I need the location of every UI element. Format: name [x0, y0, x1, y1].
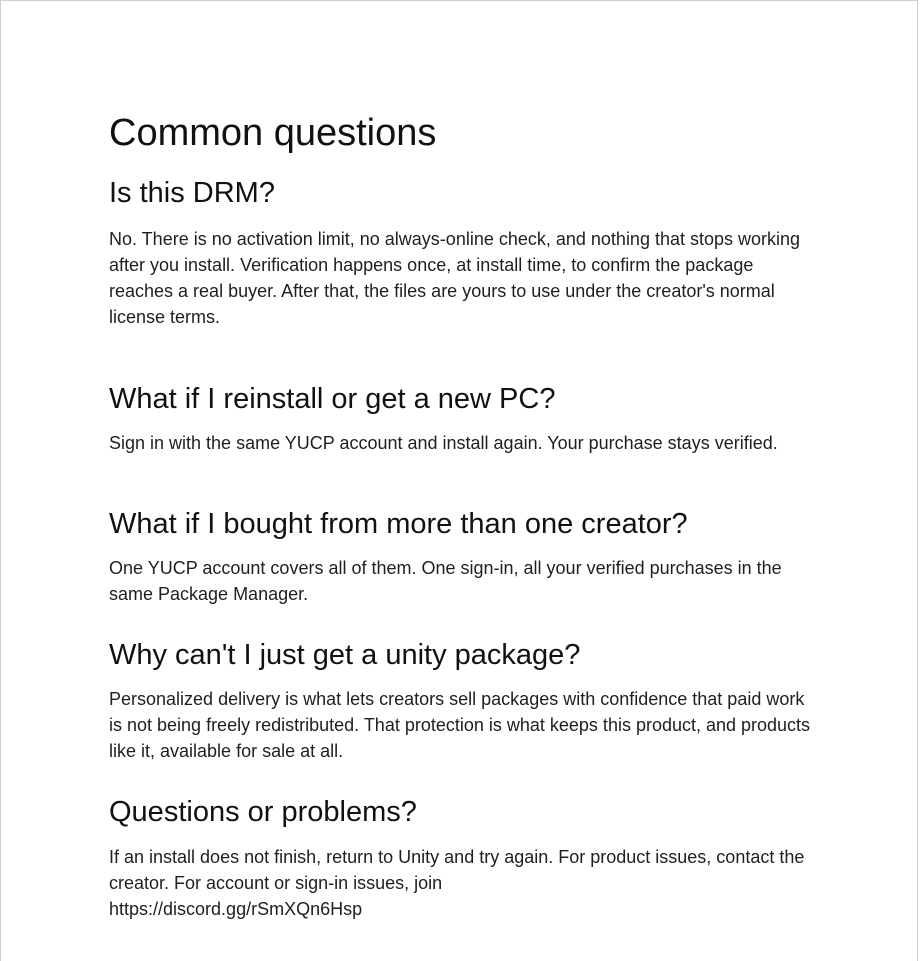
faq-question-problems: Questions or problems?	[109, 796, 417, 828]
faq-question-reinstall: What if I reinstall or get a new PC?	[109, 383, 556, 415]
faq-section	[109, 109, 814, 922]
faq-question-drm: Is this DRM?	[109, 177, 275, 209]
faq-answer-problems	[109, 844, 814, 922]
page-title: Common questions	[109, 112, 437, 154]
faq-question-multiple-creators: What if I bought from more than one creator?	[109, 508, 688, 540]
discord-link[interactable]: https://discord.gg/rSmXQn6Hsp	[109, 899, 363, 919]
faq-answer-unity-package: Personalized delivery is what lets creators sell packages with confidence that paid work is not being freely redistributed. That protection is what keeps this product, and products like it, available for sale at all.	[109, 689, 811, 761]
faq-answer-reinstall: Sign in with the same YUCP account and install again. Your purchase stays verified.	[109, 433, 778, 453]
faq-answer-multiple-creators: One YUCP account covers all of them. One sign-in, all your verified purchases in the same Package Manager.	[109, 558, 782, 604]
faq-answer-drm: No. There is no activation limit, no always-online check, and nothing that stops working after you install. Verification happens once, at install time, to confirm the package reaches a real buyer. After that, the files are yours to use under the creator's normal license terms.	[109, 229, 801, 327]
faq-answer-problems-text: If an install does not finish, return to Unity and try again. For product issues, contact the creator. For account or sign-in issues, join	[109, 847, 805, 893]
faq-question-unity-package: Why can't I just get a unity package?	[109, 639, 581, 671]
